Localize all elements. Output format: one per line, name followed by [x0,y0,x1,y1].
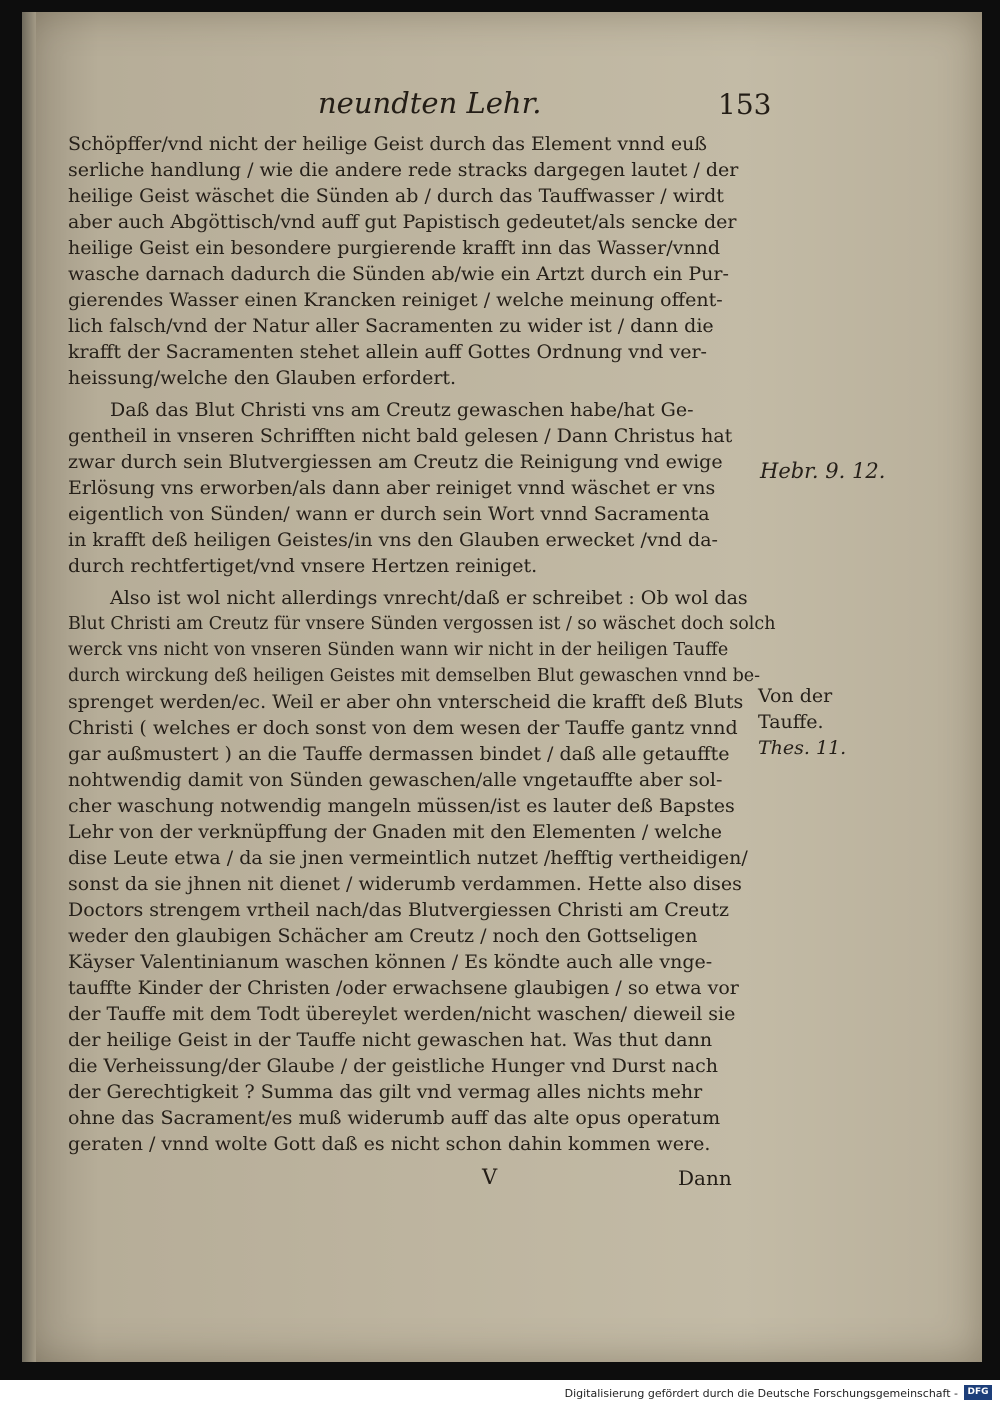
text-line: sprenget werden/ec. Weil er aber ohn vnterscheid die krafft deß Bluts [68,691,744,713]
text-line: eigentlich von Sünden/ wann er durch sein Wort vnnd Sacramenta [68,503,710,525]
text-line: ohne das Sacrament/es muß widerumb auff das alte opus operatum [68,1107,721,1129]
text-line: Erlösung vns erworben/als dann aber reiniget vnnd wäschet er vns [68,477,716,499]
text-line: geraten / vnnd wolte Gott daß es nicht schon dahin kommen were. [68,1133,711,1155]
text-line: werck vns nicht von vnseren Sünden wann wir nicht in der heiligen Tauffe [68,640,729,660]
text-line: heissung/welche den Glauben erfordert. [68,367,457,389]
text-line: gar außmustert ) an die Tauffe dermassen bindet / daß alle getauffte [68,743,730,765]
text-line: Also ist wol nicht allerdings vnrecht/daß er schreibet : Ob wol das [110,587,748,609]
marginal-line: Tauffe. [758,711,824,733]
marginal-line: Thes. 11. [758,737,847,759]
text-line: aber auch Abgöttisch/vnd auff gut Papistisch gedeutet/als sencke der [68,211,737,233]
text-line: krafft der Sacramenten stehet allein auff Gottes Ordnung vnd ver- [68,341,707,363]
text-line: der Gerechtigkeit ? Summa das gilt vnd vermag alles nichts mehr [68,1081,703,1103]
text-line: heilige Geist wäschet die Sünden ab / durch das Tauffwasser / wirdt [68,185,724,207]
text-line: Christi ( welches er doch sonst von dem wesen der Tauffe gantz vnnd [68,717,738,739]
dfg-logo-icon: DFG [964,1385,992,1400]
page-number: 153 [718,88,772,121]
footer-bar [0,1380,1000,1407]
text-line: durch wirckung deß heiligen Geistes mit demselben Blut gewaschen vnnd be- [68,666,761,686]
text-line: gierendes Wasser einen Krancken reiniget / welche meinung offent- [68,289,723,311]
signature-mark: V [482,1165,498,1189]
text-line: in krafft deß heiligen Geistes/in vns den Glauben erwecket /vnd da- [68,529,718,551]
running-head: neundten Lehr. [318,86,542,120]
marginal-note-hebr: Hebr. 9. 12. [760,459,886,483]
marginal-line: Von der [758,685,833,707]
page-gutter-edge [22,12,36,1362]
marginal-note-tauffe [758,683,846,761]
text-line: nohtwendig damit von Sünden gewaschen/alle vngetauffte aber sol- [68,769,723,791]
text-line: serliche handlung / wie die andere rede stracks dargegen lautet / der [68,159,739,181]
text-line: zwar durch sein Blutvergiessen am Creutz die Reinigung vnd ewige [68,451,723,473]
text-line: dise Leute etwa / da sie jnen vermeintlich nutzet /hefftig vertheidigen/ [68,847,748,869]
text-line: durch rechtfertiget/vnd vnsere Hertzen reiniget. [68,555,538,577]
text-line: wasche darnach dadurch die Sünden ab/wie ein Artzt durch ein Pur- [68,263,729,285]
text-line: lich falsch/vnd der Natur aller Sacramenten zu wider ist / dann die [68,315,714,337]
text-line: tauffte Kinder der Christen /oder erwachsene glaubigen / so etwa vor [68,977,739,999]
text-line: gentheil in vnseren Schrifften nicht bald gelesen / Dann Christus hat [68,425,733,447]
text-line: Daß das Blut Christi vns am Creutz gewaschen habe/hat Ge- [110,399,694,421]
text-line: der heilige Geist in der Tauffe nicht gewaschen hat. Was thut dann [68,1029,713,1051]
catchword: Dann [678,1166,732,1190]
funding-credit: Digitalisierung gefördert durch die Deutsche Forschungsgemeinschaft - [564,1387,958,1400]
text-line: cher waschung notwendig mangeln müssen/ist es lauter deß Bapstes [68,795,735,817]
text-line: sonst da sie jhnen nit dienet / widerumb verdammen. Hette also dises [68,873,742,895]
text-line: Käyser Valentinianum waschen können / Es köndte auch alle vnge- [68,951,713,973]
text-line: Doctors strengem vrtheil nach/das Blutvergiessen Christi am Creutz [68,899,729,921]
text-line: Blut Christi am Creutz für vnsere Sünden vergossen ist / so wäschet doch solch [68,614,776,634]
text-line: der Tauffe mit dem Todt übereylet werden/nicht waschen/ dieweil sie [68,1003,736,1025]
text-line: weder den glaubigen Schächer am Creutz / noch den Gottseligen [68,925,698,947]
text-line: Schöpffer/vnd nicht der heilige Geist durch das Element vnnd euß [68,133,707,155]
text-line: Lehr von der verknüpffung der Gnaden mit den Elementen / welche [68,821,722,843]
text-line: heilige Geist ein besondere purgierende krafft inn das Wasser/vnnd [68,237,721,259]
text-line: die Verheissung/der Glaube / der geistliche Hunger vnd Durst nach [68,1055,719,1077]
page-header [60,86,772,126]
